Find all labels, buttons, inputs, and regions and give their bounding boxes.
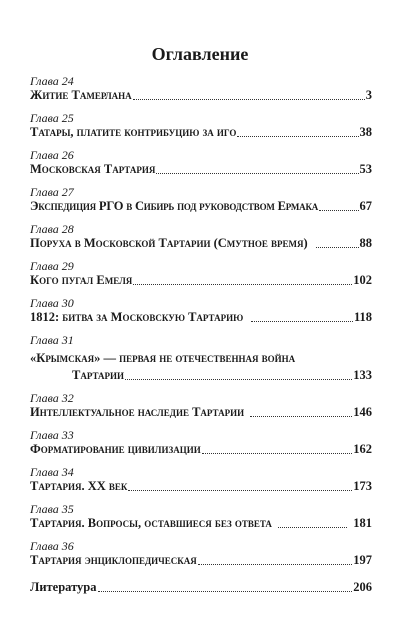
toc-entry-35 (30, 502, 372, 531)
page-number: 53 (359, 162, 372, 176)
chapter-label: Глава 26 (30, 148, 74, 162)
chapter-title: Тартарии (72, 368, 124, 382)
toc-entry-30 (30, 296, 372, 325)
toc-entry-28 (30, 222, 372, 251)
toc-entry-24 (30, 74, 372, 103)
toc-line[interactable] (30, 273, 372, 288)
toc-line[interactable] (30, 125, 372, 140)
dot-leader (202, 452, 353, 454)
dot-leader (198, 563, 352, 565)
toc-line[interactable] (30, 88, 372, 103)
chapter-label: Глава 31 (30, 333, 74, 347)
toc-line[interactable] (30, 479, 372, 494)
toc-line[interactable] (30, 553, 372, 568)
chapter-title: 1812: битва за Московскую Тартарию (30, 310, 244, 324)
toc-entry-36 (30, 539, 372, 568)
literature-title: Литература (30, 580, 97, 594)
chapter-label: Глава 33 (30, 428, 74, 442)
toc-line[interactable] (30, 199, 372, 214)
chapter-title: Экспедиция РГО в Сибирь под руководством Ермака (30, 199, 319, 213)
dot-leader (156, 172, 358, 174)
chapter-title: Тартария. Вопросы, оставшиеся без ответа (30, 516, 272, 530)
toc-line[interactable] (30, 368, 372, 383)
chapter-label: Глава 32 (30, 391, 74, 405)
page-number: 118 (353, 310, 372, 324)
page-number: 181 (353, 516, 372, 530)
page-number: 162 (353, 442, 372, 456)
chapter-label: Глава 28 (30, 222, 74, 236)
chapter-label: Глава 34 (30, 465, 74, 479)
dot-leader (316, 246, 359, 248)
toc-line[interactable] (30, 580, 372, 595)
chapter-title: Форматирование цивилизации (30, 442, 201, 456)
chapter-title: Тартария энциклопедическая (30, 553, 197, 567)
chapter-title: Поруха в Московской Тартарии (Смутное время) (30, 236, 308, 250)
page-number: 102 (353, 273, 372, 287)
toc-entry-31 (30, 333, 372, 383)
toc-entry-33 (30, 428, 372, 457)
toc-entry-34 (30, 465, 372, 494)
toc-line[interactable] (30, 162, 372, 177)
dot-leader (250, 415, 352, 417)
page-number: 133 (353, 368, 372, 382)
chapter-title: Кого пугал Емеля (30, 273, 133, 287)
page-number: 3 (365, 88, 372, 102)
chapter-label: Глава 36 (30, 539, 74, 553)
chapter-label: Глава 35 (30, 502, 74, 516)
dot-leader (319, 209, 358, 211)
chapter-label: Глава 24 (30, 74, 74, 88)
chapter-title: Татары, платите контрибуцию за иго (30, 125, 237, 139)
chapter-label: Глава 29 (30, 259, 74, 273)
page-number: 146 (353, 405, 372, 419)
toc-entry-32 (30, 391, 372, 420)
chapter-title: Житие Тамерлана (30, 88, 132, 102)
toc-entry-26 (30, 148, 372, 177)
page-number: 206 (353, 580, 372, 594)
dot-leader (98, 590, 353, 592)
toc-line[interactable] (30, 442, 372, 457)
toc-line[interactable] (30, 236, 372, 251)
chapter-label: Глава 25 (30, 111, 74, 125)
page-number: 38 (359, 125, 372, 139)
dot-leader (251, 320, 353, 322)
toc-entry-27 (30, 185, 372, 214)
chapter-title: Интеллектуальное наследие Тартарии (30, 405, 245, 419)
dot-leader (237, 135, 358, 137)
toc-entry-literature (30, 580, 372, 595)
chapter-label: Глава 27 (30, 185, 74, 199)
chapter-label: Глава 30 (30, 296, 74, 310)
toc-entry-29 (30, 259, 372, 288)
dot-leader (133, 98, 365, 100)
toc-line[interactable] (30, 516, 372, 531)
toc-line[interactable] (30, 310, 372, 325)
page-number: 88 (359, 236, 372, 250)
page-number: 173 (353, 479, 372, 493)
dot-leader (133, 283, 352, 285)
table-of-contents (30, 74, 372, 595)
dot-leader (125, 378, 352, 380)
toc-entry-25 (30, 111, 372, 140)
toc-line[interactable] (30, 405, 372, 420)
chapter-title-line1: «Крымская» — первая не отечественная война (30, 351, 296, 365)
page-title: Оглавление (151, 44, 249, 64)
chapter-title: Тартария. XX век (30, 479, 128, 493)
chapter-title: Московская Тартария (30, 162, 156, 176)
page-number: 67 (359, 199, 372, 213)
dot-leader (128, 489, 352, 491)
dot-leader (278, 526, 347, 528)
page-number: 197 (353, 553, 372, 567)
